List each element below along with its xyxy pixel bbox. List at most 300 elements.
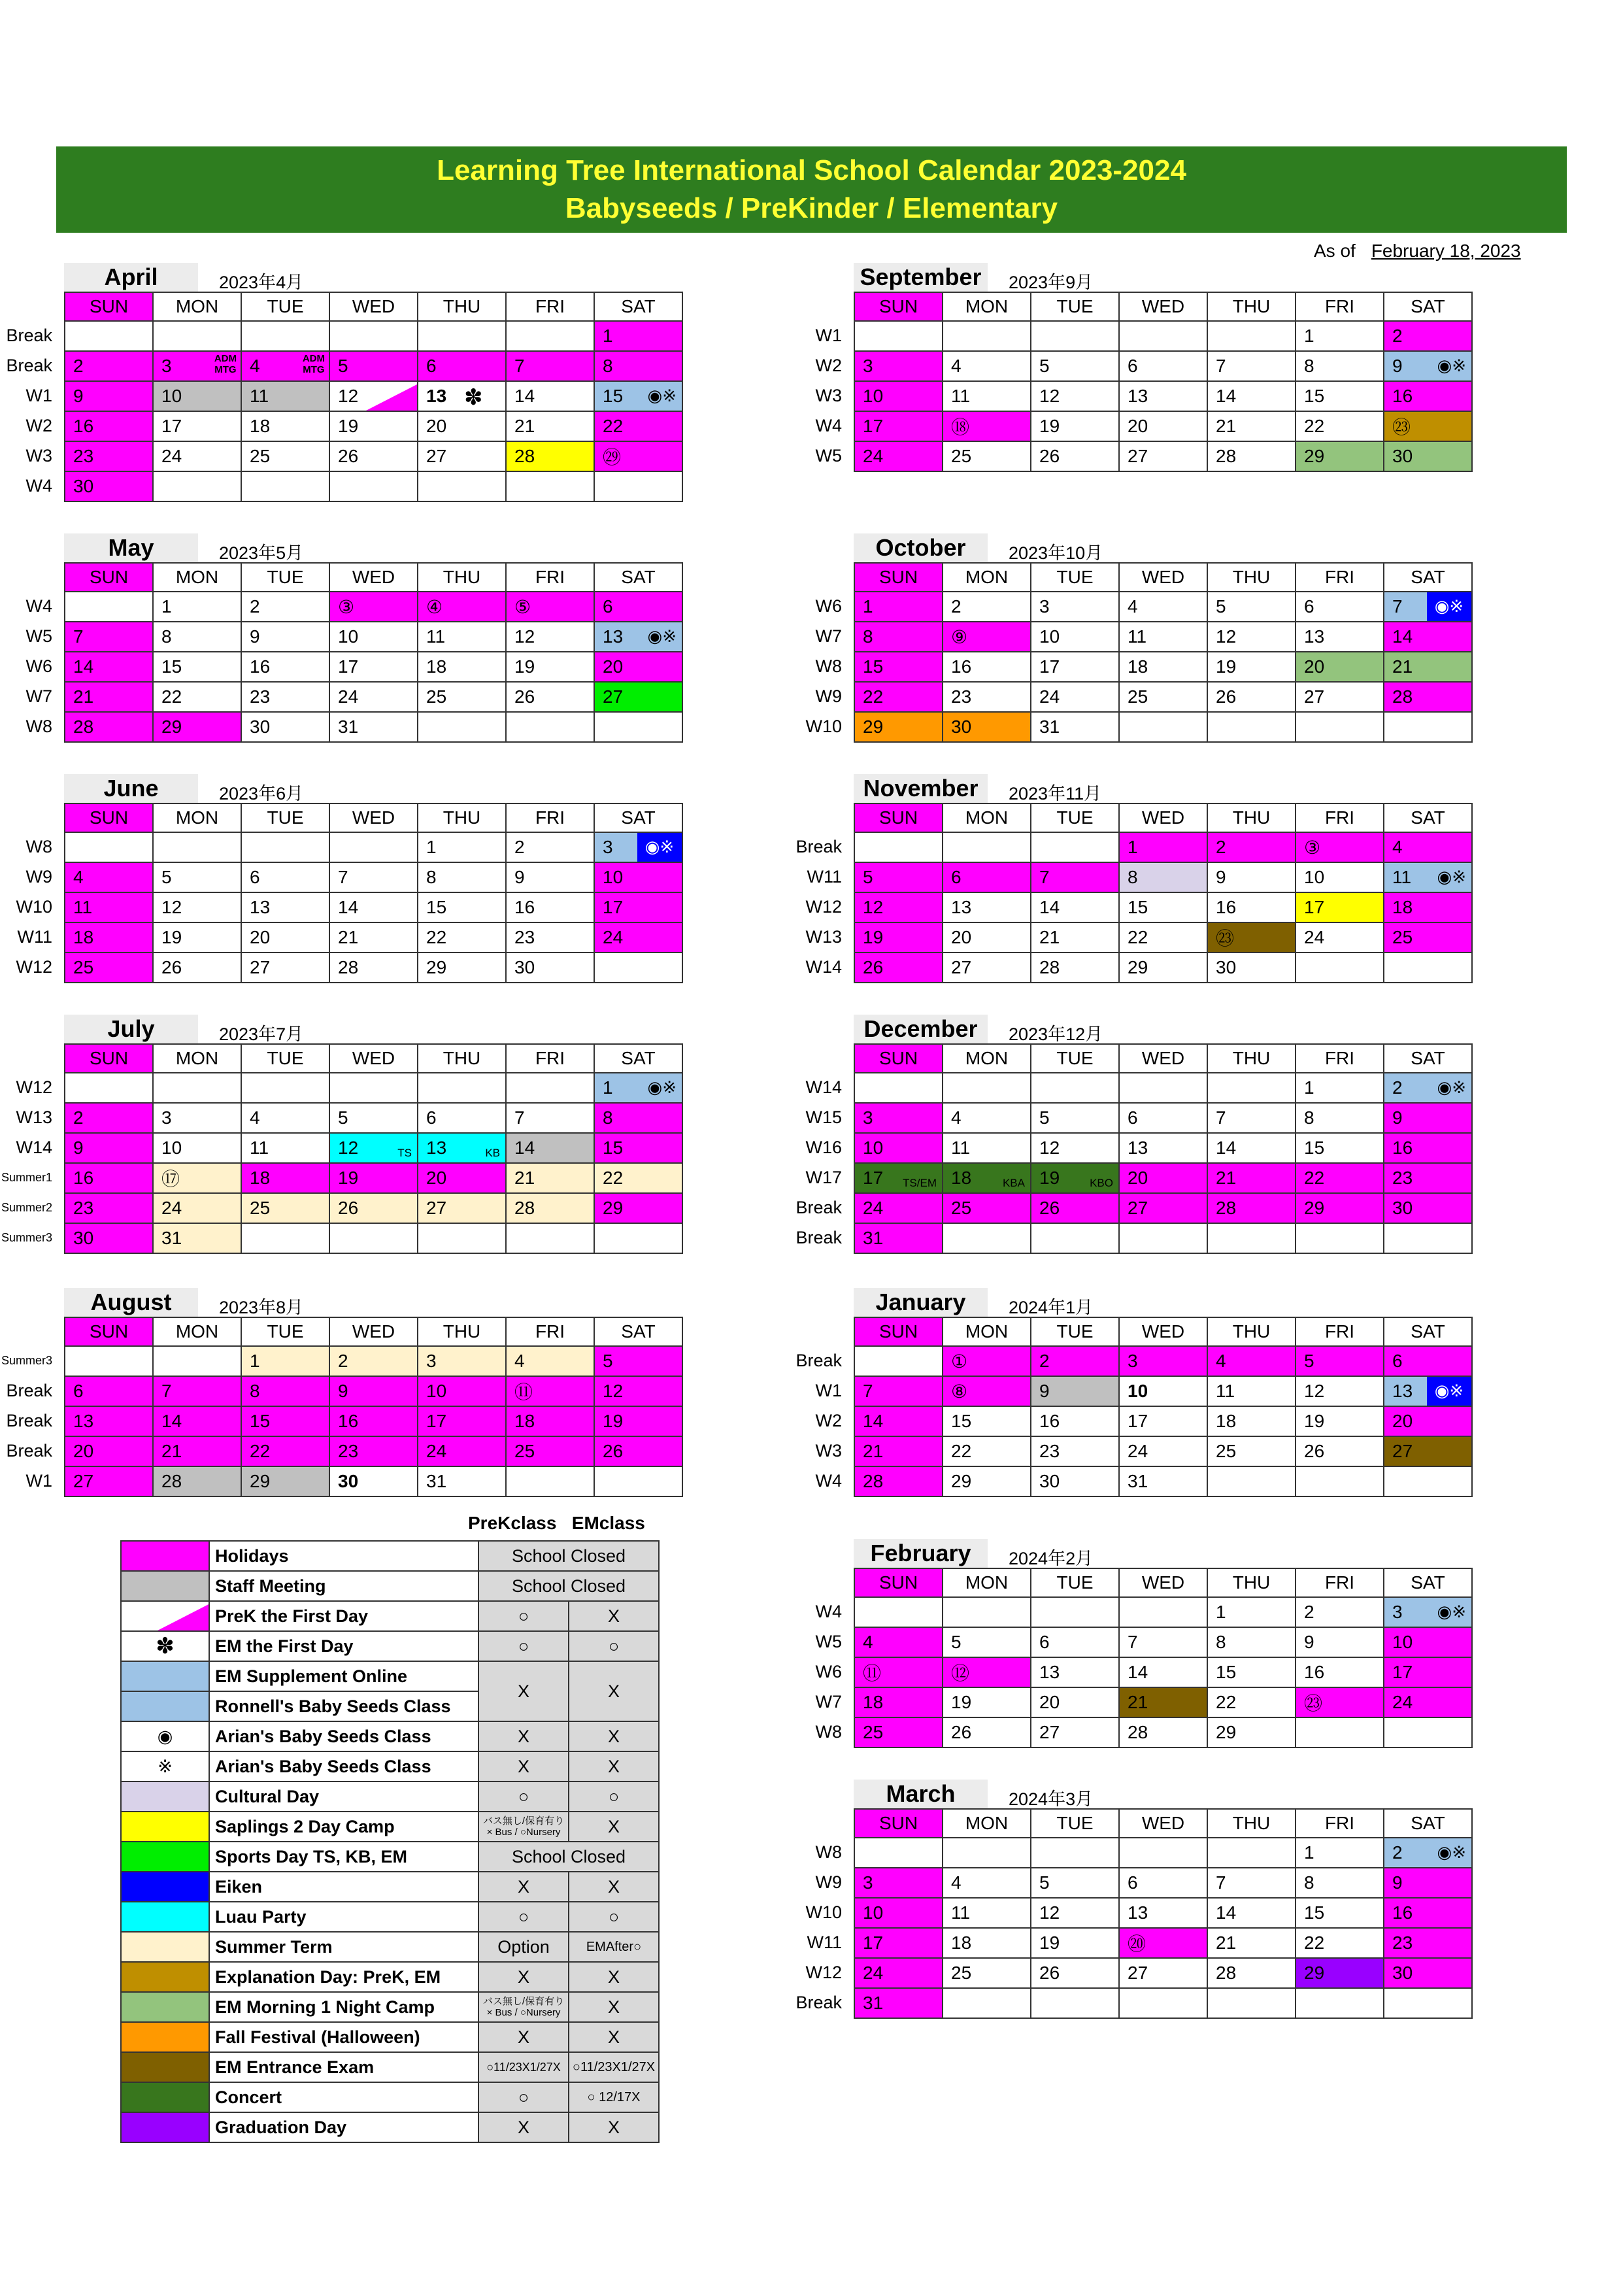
day-cell[interactable] <box>1384 411 1472 441</box>
day-cell[interactable] <box>418 1133 506 1163</box>
day-cell[interactable] <box>418 381 506 411</box>
day-cell[interactable] <box>943 411 1031 441</box>
day-cell[interactable] <box>943 381 1031 411</box>
day-cell[interactable] <box>1207 953 1296 983</box>
day-cell[interactable] <box>1119 892 1207 922</box>
day-cell[interactable] <box>943 1687 1031 1717</box>
day-cell[interactable] <box>153 862 241 892</box>
day-cell[interactable] <box>1384 1687 1472 1717</box>
day-cell[interactable] <box>854 1223 943 1253</box>
day-cell[interactable] <box>594 922 682 953</box>
day-cell[interactable] <box>418 1103 506 1133</box>
day-cell[interactable] <box>329 1406 418 1436</box>
day-cell[interactable] <box>854 1133 943 1163</box>
day-cell[interactable] <box>1207 1717 1296 1747</box>
day-cell[interactable] <box>1119 1898 1207 1928</box>
day-cell[interactable] <box>1119 1376 1207 1406</box>
day-cell[interactable] <box>1296 922 1384 953</box>
day-cell[interactable] <box>65 862 153 892</box>
day-cell[interactable] <box>506 1163 594 1193</box>
day-cell[interactable] <box>418 592 506 622</box>
day-cell[interactable] <box>1384 1928 1472 1958</box>
day-cell[interactable] <box>153 1406 241 1436</box>
day-cell[interactable] <box>854 1958 943 1988</box>
day-cell[interactable] <box>1119 441 1207 471</box>
day-cell[interactable] <box>854 441 943 471</box>
day-cell[interactable] <box>943 652 1031 682</box>
day-cell[interactable] <box>594 1406 682 1436</box>
day-cell[interactable] <box>418 892 506 922</box>
day-cell[interactable] <box>506 381 594 411</box>
day-cell[interactable] <box>65 1193 153 1223</box>
day-cell[interactable] <box>1384 892 1472 922</box>
day-cell[interactable] <box>1119 1103 1207 1133</box>
day-cell[interactable] <box>943 441 1031 471</box>
day-cell[interactable] <box>1384 1436 1472 1466</box>
day-cell[interactable] <box>1296 1406 1384 1436</box>
day-cell[interactable] <box>65 1466 153 1496</box>
day-cell[interactable] <box>1031 862 1119 892</box>
day-cell[interactable] <box>854 1687 943 1717</box>
day-cell[interactable] <box>594 1163 682 1193</box>
day-cell[interactable] <box>594 682 682 712</box>
day-cell[interactable] <box>854 1436 943 1466</box>
day-cell[interactable] <box>1207 862 1296 892</box>
day-cell[interactable] <box>418 351 506 381</box>
day-cell[interactable] <box>943 1133 1031 1163</box>
day-cell[interactable] <box>594 652 682 682</box>
day-cell[interactable] <box>1119 1406 1207 1436</box>
day-cell[interactable] <box>943 892 1031 922</box>
day-cell[interactable] <box>153 1376 241 1406</box>
day-cell[interactable] <box>1296 441 1384 471</box>
day-cell[interactable] <box>1207 1958 1296 1988</box>
day-cell[interactable] <box>241 381 329 411</box>
day-cell[interactable] <box>1296 1838 1384 1868</box>
day-cell[interactable] <box>1031 622 1119 652</box>
day-cell[interactable] <box>1119 622 1207 652</box>
day-cell[interactable] <box>506 922 594 953</box>
day-cell[interactable] <box>1207 1376 1296 1406</box>
day-cell[interactable] <box>854 622 943 652</box>
day-cell[interactable] <box>241 592 329 622</box>
day-cell[interactable] <box>65 712 153 742</box>
day-cell[interactable] <box>1296 1958 1384 1988</box>
day-cell[interactable] <box>1207 682 1296 712</box>
day-cell[interactable] <box>329 351 418 381</box>
day-cell[interactable] <box>1119 411 1207 441</box>
day-cell[interactable] <box>1031 652 1119 682</box>
day-cell[interactable] <box>1384 682 1472 712</box>
day-cell[interactable] <box>1119 1436 1207 1466</box>
day-cell[interactable] <box>1119 1868 1207 1898</box>
day-cell[interactable] <box>506 1406 594 1436</box>
day-cell[interactable] <box>1119 1466 1207 1496</box>
day-cell[interactable] <box>943 1376 1031 1406</box>
day-cell[interactable] <box>1296 1346 1384 1376</box>
day-cell[interactable] <box>506 652 594 682</box>
day-cell[interactable] <box>1119 832 1207 862</box>
day-cell[interactable] <box>506 1193 594 1223</box>
day-cell[interactable] <box>854 1466 943 1496</box>
day-cell[interactable] <box>1031 682 1119 712</box>
day-cell[interactable] <box>241 622 329 652</box>
day-cell[interactable] <box>241 1466 329 1496</box>
day-cell[interactable] <box>241 1103 329 1133</box>
day-cell[interactable] <box>1031 1958 1119 1988</box>
day-cell[interactable] <box>418 652 506 682</box>
day-cell[interactable] <box>1296 411 1384 441</box>
day-cell[interactable] <box>1296 1657 1384 1687</box>
day-cell[interactable] <box>153 1466 241 1496</box>
day-cell[interactable] <box>1119 1717 1207 1747</box>
day-cell[interactable] <box>1384 832 1472 862</box>
day-cell[interactable] <box>1384 351 1472 381</box>
day-cell[interactable] <box>153 892 241 922</box>
day-cell[interactable] <box>594 441 682 471</box>
day-cell[interactable] <box>329 622 418 652</box>
day-cell[interactable] <box>241 441 329 471</box>
day-cell[interactable] <box>1296 1376 1384 1406</box>
day-cell[interactable] <box>329 1163 418 1193</box>
day-cell[interactable] <box>418 1406 506 1436</box>
day-cell[interactable] <box>418 411 506 441</box>
day-cell[interactable] <box>1384 862 1472 892</box>
day-cell[interactable] <box>65 1103 153 1133</box>
day-cell[interactable] <box>1296 1898 1384 1928</box>
day-cell[interactable] <box>1296 622 1384 652</box>
day-cell[interactable] <box>594 1346 682 1376</box>
day-cell[interactable] <box>418 1193 506 1223</box>
day-cell[interactable] <box>329 411 418 441</box>
day-cell[interactable] <box>1384 441 1472 471</box>
day-cell[interactable] <box>1031 892 1119 922</box>
day-cell[interactable] <box>1296 1436 1384 1466</box>
day-cell[interactable] <box>1031 1466 1119 1496</box>
day-cell[interactable] <box>1296 381 1384 411</box>
day-cell[interactable] <box>1296 652 1384 682</box>
day-cell[interactable] <box>1384 1406 1472 1436</box>
day-cell[interactable] <box>594 1376 682 1406</box>
day-cell[interactable] <box>854 592 943 622</box>
day-cell[interactable] <box>506 1103 594 1133</box>
day-cell[interactable] <box>329 922 418 953</box>
day-cell[interactable] <box>506 351 594 381</box>
day-cell[interactable] <box>943 682 1031 712</box>
day-cell[interactable] <box>65 1163 153 1193</box>
day-cell[interactable] <box>65 411 153 441</box>
day-cell[interactable] <box>1384 381 1472 411</box>
day-cell[interactable] <box>1031 712 1119 742</box>
day-cell[interactable] <box>241 922 329 953</box>
day-cell[interactable] <box>1119 652 1207 682</box>
day-cell[interactable] <box>65 1406 153 1436</box>
day-cell[interactable] <box>418 1436 506 1466</box>
day-cell[interactable] <box>594 411 682 441</box>
day-cell[interactable] <box>1031 381 1119 411</box>
day-cell[interactable] <box>594 892 682 922</box>
day-cell[interactable] <box>1207 1436 1296 1466</box>
day-cell[interactable] <box>241 1163 329 1193</box>
day-cell[interactable] <box>943 1193 1031 1223</box>
day-cell[interactable] <box>506 953 594 983</box>
day-cell[interactable] <box>854 381 943 411</box>
day-cell[interactable] <box>329 1133 418 1163</box>
day-cell[interactable] <box>1119 1193 1207 1223</box>
day-cell[interactable] <box>506 592 594 622</box>
day-cell[interactable] <box>1207 1133 1296 1163</box>
day-cell[interactable] <box>854 862 943 892</box>
day-cell[interactable] <box>943 1898 1031 1928</box>
day-cell[interactable] <box>153 1103 241 1133</box>
day-cell[interactable] <box>1296 1073 1384 1103</box>
day-cell[interactable] <box>943 1928 1031 1958</box>
day-cell[interactable] <box>943 592 1031 622</box>
day-cell[interactable] <box>943 1868 1031 1898</box>
day-cell[interactable] <box>65 471 153 501</box>
day-cell[interactable] <box>65 622 153 652</box>
day-cell[interactable] <box>1207 381 1296 411</box>
day-cell[interactable] <box>418 1376 506 1406</box>
day-cell[interactable] <box>943 922 1031 953</box>
day-cell[interactable] <box>1031 1657 1119 1687</box>
day-cell[interactable] <box>854 1988 943 2018</box>
day-cell[interactable] <box>506 1133 594 1163</box>
day-cell[interactable] <box>594 1436 682 1466</box>
day-cell[interactable] <box>854 922 943 953</box>
day-cell[interactable] <box>854 1627 943 1657</box>
day-cell[interactable] <box>153 1133 241 1163</box>
day-cell[interactable] <box>418 682 506 712</box>
day-cell[interactable] <box>1296 682 1384 712</box>
day-cell[interactable] <box>854 892 943 922</box>
day-cell[interactable] <box>241 1376 329 1406</box>
day-cell[interactable] <box>418 862 506 892</box>
day-cell[interactable] <box>1119 682 1207 712</box>
day-cell[interactable] <box>854 1898 943 1928</box>
day-cell[interactable] <box>506 1376 594 1406</box>
day-cell[interactable] <box>1207 1928 1296 1958</box>
day-cell[interactable] <box>1031 1193 1119 1223</box>
day-cell[interactable] <box>1031 1376 1119 1406</box>
day-cell[interactable] <box>1119 351 1207 381</box>
day-cell[interactable] <box>1384 1103 1472 1133</box>
day-cell[interactable] <box>1031 1163 1119 1193</box>
day-cell[interactable] <box>1031 953 1119 983</box>
day-cell[interactable] <box>1384 1133 1472 1163</box>
day-cell[interactable] <box>418 1346 506 1376</box>
day-cell[interactable] <box>1119 862 1207 892</box>
day-cell[interactable] <box>1296 1163 1384 1193</box>
day-cell[interactable] <box>241 1436 329 1466</box>
day-cell[interactable] <box>1384 1073 1472 1103</box>
day-cell[interactable] <box>1384 1193 1472 1223</box>
day-cell[interactable] <box>65 922 153 953</box>
day-cell[interactable] <box>1384 652 1472 682</box>
day-cell[interactable] <box>153 682 241 712</box>
day-cell[interactable] <box>1207 1627 1296 1657</box>
day-cell[interactable] <box>329 1436 418 1466</box>
day-cell[interactable] <box>418 622 506 652</box>
day-cell[interactable] <box>1119 381 1207 411</box>
day-cell[interactable] <box>943 1406 1031 1436</box>
day-cell[interactable] <box>65 1223 153 1253</box>
day-cell[interactable] <box>594 862 682 892</box>
day-cell[interactable] <box>1207 1346 1296 1376</box>
day-cell[interactable] <box>329 652 418 682</box>
day-cell[interactable] <box>153 712 241 742</box>
day-cell[interactable] <box>1207 441 1296 471</box>
day-cell[interactable] <box>1296 1103 1384 1133</box>
day-cell[interactable] <box>329 953 418 983</box>
day-cell[interactable] <box>1119 922 1207 953</box>
day-cell[interactable] <box>329 1376 418 1406</box>
day-cell[interactable] <box>1296 1627 1384 1657</box>
day-cell[interactable] <box>1119 1133 1207 1163</box>
day-cell[interactable] <box>329 1103 418 1133</box>
day-cell[interactable] <box>943 1436 1031 1466</box>
day-cell[interactable] <box>1384 1163 1472 1193</box>
day-cell[interactable] <box>65 1436 153 1466</box>
day-cell[interactable] <box>854 1163 943 1193</box>
day-cell[interactable] <box>594 622 682 652</box>
day-cell[interactable] <box>1207 1163 1296 1193</box>
day-cell[interactable] <box>1296 892 1384 922</box>
day-cell[interactable] <box>1031 1928 1119 1958</box>
day-cell[interactable] <box>1207 1898 1296 1928</box>
day-cell[interactable] <box>1031 1103 1119 1133</box>
day-cell[interactable] <box>1384 321 1472 351</box>
day-cell[interactable] <box>1031 1406 1119 1436</box>
day-cell[interactable] <box>1296 321 1384 351</box>
day-cell[interactable] <box>943 1103 1031 1133</box>
day-cell[interactable] <box>854 351 943 381</box>
day-cell[interactable] <box>854 1657 943 1687</box>
day-cell[interactable] <box>65 892 153 922</box>
day-cell[interactable] <box>65 381 153 411</box>
day-cell[interactable] <box>506 832 594 862</box>
day-cell[interactable] <box>854 1406 943 1436</box>
day-cell[interactable] <box>1031 1717 1119 1747</box>
day-cell[interactable] <box>1207 1868 1296 1898</box>
day-cell[interactable] <box>506 622 594 652</box>
day-cell[interactable] <box>1384 592 1472 622</box>
day-cell[interactable] <box>241 652 329 682</box>
day-cell[interactable] <box>1119 1958 1207 1988</box>
day-cell[interactable] <box>329 1193 418 1223</box>
day-cell[interactable] <box>1207 351 1296 381</box>
day-cell[interactable] <box>1031 1687 1119 1717</box>
day-cell[interactable] <box>594 381 682 411</box>
day-cell[interactable] <box>943 1657 1031 1687</box>
day-cell[interactable] <box>1296 1687 1384 1717</box>
day-cell[interactable] <box>1207 592 1296 622</box>
day-cell[interactable] <box>153 1223 241 1253</box>
day-cell[interactable] <box>329 712 418 742</box>
day-cell[interactable] <box>1119 1928 1207 1958</box>
day-cell[interactable] <box>65 351 153 381</box>
day-cell[interactable] <box>153 381 241 411</box>
day-cell[interactable] <box>1384 1838 1472 1868</box>
day-cell[interactable] <box>854 682 943 712</box>
day-cell[interactable] <box>854 1868 943 1898</box>
day-cell[interactable] <box>594 321 682 351</box>
day-cell[interactable] <box>943 1958 1031 1988</box>
day-cell[interactable] <box>1207 1406 1296 1436</box>
day-cell[interactable] <box>1384 622 1472 652</box>
day-cell[interactable] <box>1207 411 1296 441</box>
day-cell[interactable] <box>943 953 1031 983</box>
day-cell[interactable] <box>594 832 682 862</box>
day-cell[interactable] <box>594 1103 682 1133</box>
day-cell[interactable] <box>1296 1868 1384 1898</box>
day-cell[interactable] <box>506 682 594 712</box>
day-cell[interactable] <box>1384 1627 1472 1657</box>
day-cell[interactable] <box>1207 892 1296 922</box>
day-cell[interactable] <box>506 1346 594 1376</box>
day-cell[interactable] <box>153 652 241 682</box>
day-cell[interactable] <box>1207 1657 1296 1687</box>
day-cell[interactable] <box>943 1163 1031 1193</box>
day-cell[interactable] <box>1384 1958 1472 1988</box>
day-cell[interactable] <box>241 1346 329 1376</box>
day-cell[interactable] <box>1119 1657 1207 1687</box>
day-cell[interactable] <box>153 592 241 622</box>
day-cell[interactable] <box>1031 411 1119 441</box>
day-cell[interactable] <box>153 351 241 381</box>
day-cell[interactable] <box>1031 592 1119 622</box>
day-cell[interactable] <box>65 441 153 471</box>
day-cell[interactable] <box>854 1193 943 1223</box>
day-cell[interactable] <box>1384 1597 1472 1627</box>
day-cell[interactable] <box>943 351 1031 381</box>
day-cell[interactable] <box>418 953 506 983</box>
day-cell[interactable] <box>854 1103 943 1133</box>
day-cell[interactable] <box>65 1376 153 1406</box>
day-cell[interactable] <box>1207 1103 1296 1133</box>
day-cell[interactable] <box>1384 1898 1472 1928</box>
day-cell[interactable] <box>418 922 506 953</box>
day-cell[interactable] <box>1119 1687 1207 1717</box>
day-cell[interactable] <box>241 411 329 441</box>
day-cell[interactable] <box>241 1133 329 1163</box>
day-cell[interactable] <box>1119 1346 1207 1376</box>
day-cell[interactable] <box>241 862 329 892</box>
day-cell[interactable] <box>1207 832 1296 862</box>
day-cell[interactable] <box>1384 922 1472 953</box>
day-cell[interactable] <box>65 652 153 682</box>
day-cell[interactable] <box>329 862 418 892</box>
day-cell[interactable] <box>1384 1657 1472 1687</box>
day-cell[interactable] <box>1296 1193 1384 1223</box>
day-cell[interactable] <box>1031 1436 1119 1466</box>
day-cell[interactable] <box>1296 351 1384 381</box>
day-cell[interactable] <box>1384 1346 1472 1376</box>
day-cell[interactable] <box>418 1163 506 1193</box>
day-cell[interactable] <box>1207 652 1296 682</box>
day-cell[interactable] <box>594 1193 682 1223</box>
day-cell[interactable] <box>1296 1597 1384 1627</box>
day-cell[interactable] <box>329 592 418 622</box>
day-cell[interactable] <box>241 1193 329 1223</box>
day-cell[interactable] <box>1296 862 1384 892</box>
day-cell[interactable] <box>1119 1163 1207 1193</box>
day-cell[interactable] <box>1031 922 1119 953</box>
day-cell[interactable] <box>854 953 943 983</box>
day-cell[interactable] <box>943 1346 1031 1376</box>
day-cell[interactable] <box>1031 1133 1119 1163</box>
day-cell[interactable] <box>241 351 329 381</box>
